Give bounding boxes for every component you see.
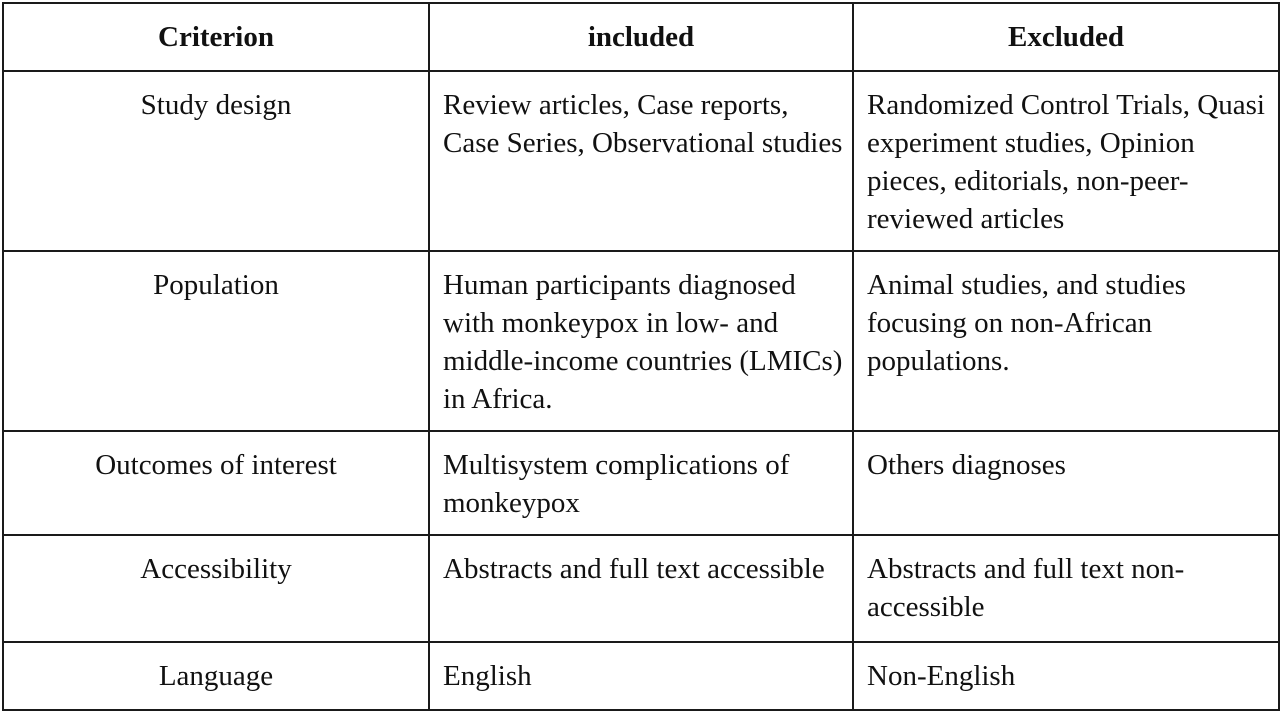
table-row bbox=[3, 431, 1279, 535]
excluded-cell: Randomized Control Trials, Quasi experiment studies, Opinion pieces, editorials, non-peer-reviewed articles bbox=[853, 71, 1279, 251]
header-included: included bbox=[429, 3, 853, 71]
table-row bbox=[3, 71, 1279, 251]
table-row bbox=[3, 535, 1279, 642]
excluded-cell: Others diagnoses bbox=[853, 431, 1279, 535]
header-criterion: Criterion bbox=[3, 3, 429, 71]
included-cell: English bbox=[429, 642, 853, 710]
criterion-cell: Population bbox=[3, 251, 429, 431]
table-row bbox=[3, 642, 1279, 710]
table-row bbox=[3, 251, 1279, 431]
criterion-cell: Accessibility bbox=[3, 535, 429, 642]
included-cell: Abstracts and full text accessible bbox=[429, 535, 853, 642]
criterion-cell: Language bbox=[3, 642, 429, 710]
header-excluded: Excluded bbox=[853, 3, 1279, 71]
criterion-cell: Outcomes of interest bbox=[3, 431, 429, 535]
criterion-cell: Study design bbox=[3, 71, 429, 251]
excluded-cell: Abstracts and full text non-accessible bbox=[853, 535, 1279, 642]
excluded-cell: Non-English bbox=[853, 642, 1279, 710]
table-header-row bbox=[3, 3, 1279, 71]
eligibility-criteria-table bbox=[2, 2, 1280, 711]
included-cell: Review articles, Case reports, Case Series, Observational studies bbox=[429, 71, 853, 251]
excluded-cell: Animal studies, and studies focusing on non-African populations. bbox=[853, 251, 1279, 431]
included-cell: Multisystem complications of monkeypox bbox=[429, 431, 853, 535]
included-cell: Human participants diagnosed with monkeypox in low- and middle-income countries (LMICs) in Africa. bbox=[429, 251, 853, 431]
